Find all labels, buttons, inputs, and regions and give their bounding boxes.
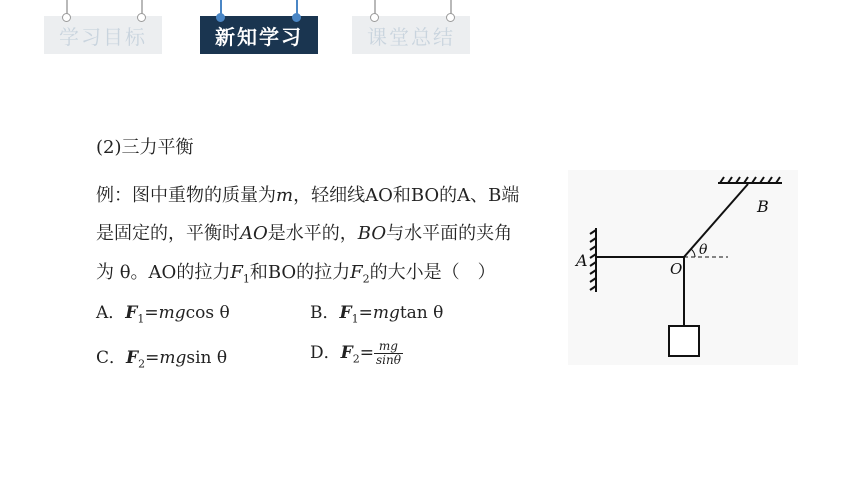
trig-function: sin θ: [186, 348, 228, 368]
mg-symbol: mg: [159, 348, 187, 368]
problem-text: 为 θ。AO的拉力: [96, 262, 231, 283]
fraction-denominator: sinθ: [375, 353, 401, 367]
problem-text: 与水平面的夹角: [386, 223, 513, 244]
tab-hook-icon: [62, 0, 72, 22]
tab-hook-icon: [446, 0, 456, 22]
problem-text: 是固定的，平衡时: [96, 223, 240, 244]
equals-sign: =: [359, 343, 374, 363]
force-diagram: [568, 170, 798, 365]
label-b: B: [757, 197, 769, 216]
problem-text: 例：图中重物的质量为: [96, 185, 276, 206]
mg-symbol: mg: [372, 303, 400, 323]
option-letter: D．: [310, 343, 341, 363]
option-c[interactable]: [96, 343, 227, 370]
problem-text: 和BO的拉力: [249, 262, 351, 283]
force-subscript: 2: [138, 357, 146, 371]
force-symbol: F: [339, 303, 352, 323]
option-d[interactable]: [310, 338, 403, 367]
mass-symbol: m: [276, 185, 294, 206]
fraction-numerator: mg: [374, 340, 403, 354]
tab-hook-icon: [370, 0, 380, 22]
tab-hook-icon: [216, 0, 226, 22]
weight-block: [669, 326, 699, 356]
force-symbol: F: [230, 262, 243, 283]
tab-class-summary-label: 课堂总结: [367, 24, 455, 49]
option-letter: A．: [96, 303, 126, 323]
force-subscript: 2: [362, 272, 370, 286]
option-b[interactable]: [310, 298, 443, 325]
problem-line-3: [96, 258, 496, 286]
equals-sign: =: [144, 303, 159, 323]
trig-function: cos θ: [185, 303, 230, 323]
equals-sign: =: [358, 303, 373, 323]
force-subscript: 1: [137, 312, 145, 326]
equals-sign: =: [145, 348, 160, 368]
problem-line-2: [96, 219, 512, 245]
ao-symbol: AO: [240, 223, 268, 244]
tab-new-knowledge-label: 新知学习: [215, 24, 303, 49]
force-subscript: 2: [352, 352, 360, 366]
tab-learning-goals-label: 学习目标: [59, 24, 147, 49]
tab-hook-icon: [292, 0, 302, 22]
problem-text: 是水平的，: [267, 223, 358, 244]
force-subscript: 1: [351, 312, 359, 326]
option-a[interactable]: [96, 298, 230, 325]
bo-symbol: BO: [357, 223, 387, 244]
section-heading: (2)三力平衡: [96, 137, 194, 158]
force-symbol: F: [340, 343, 353, 363]
fraction: [374, 340, 403, 367]
mg-symbol: mg: [158, 303, 186, 323]
force-symbol: F: [350, 262, 363, 283]
trig-function: tan θ: [399, 303, 444, 323]
problem-text: 的大小是（ ）: [369, 262, 496, 283]
option-letter: C．: [96, 348, 127, 368]
option-letter: B．: [310, 303, 340, 323]
force-subscript: 1: [242, 272, 250, 286]
force-symbol: F: [126, 348, 139, 368]
tab-hook-icon: [137, 0, 147, 22]
problem-text: ，轻细线AO和BO的A、B端: [293, 185, 520, 206]
label-theta: θ: [699, 242, 708, 258]
force-symbol: F: [125, 303, 138, 323]
problem-line-1: [96, 181, 519, 207]
label-o: O: [670, 260, 683, 278]
label-a: A: [576, 251, 588, 270]
